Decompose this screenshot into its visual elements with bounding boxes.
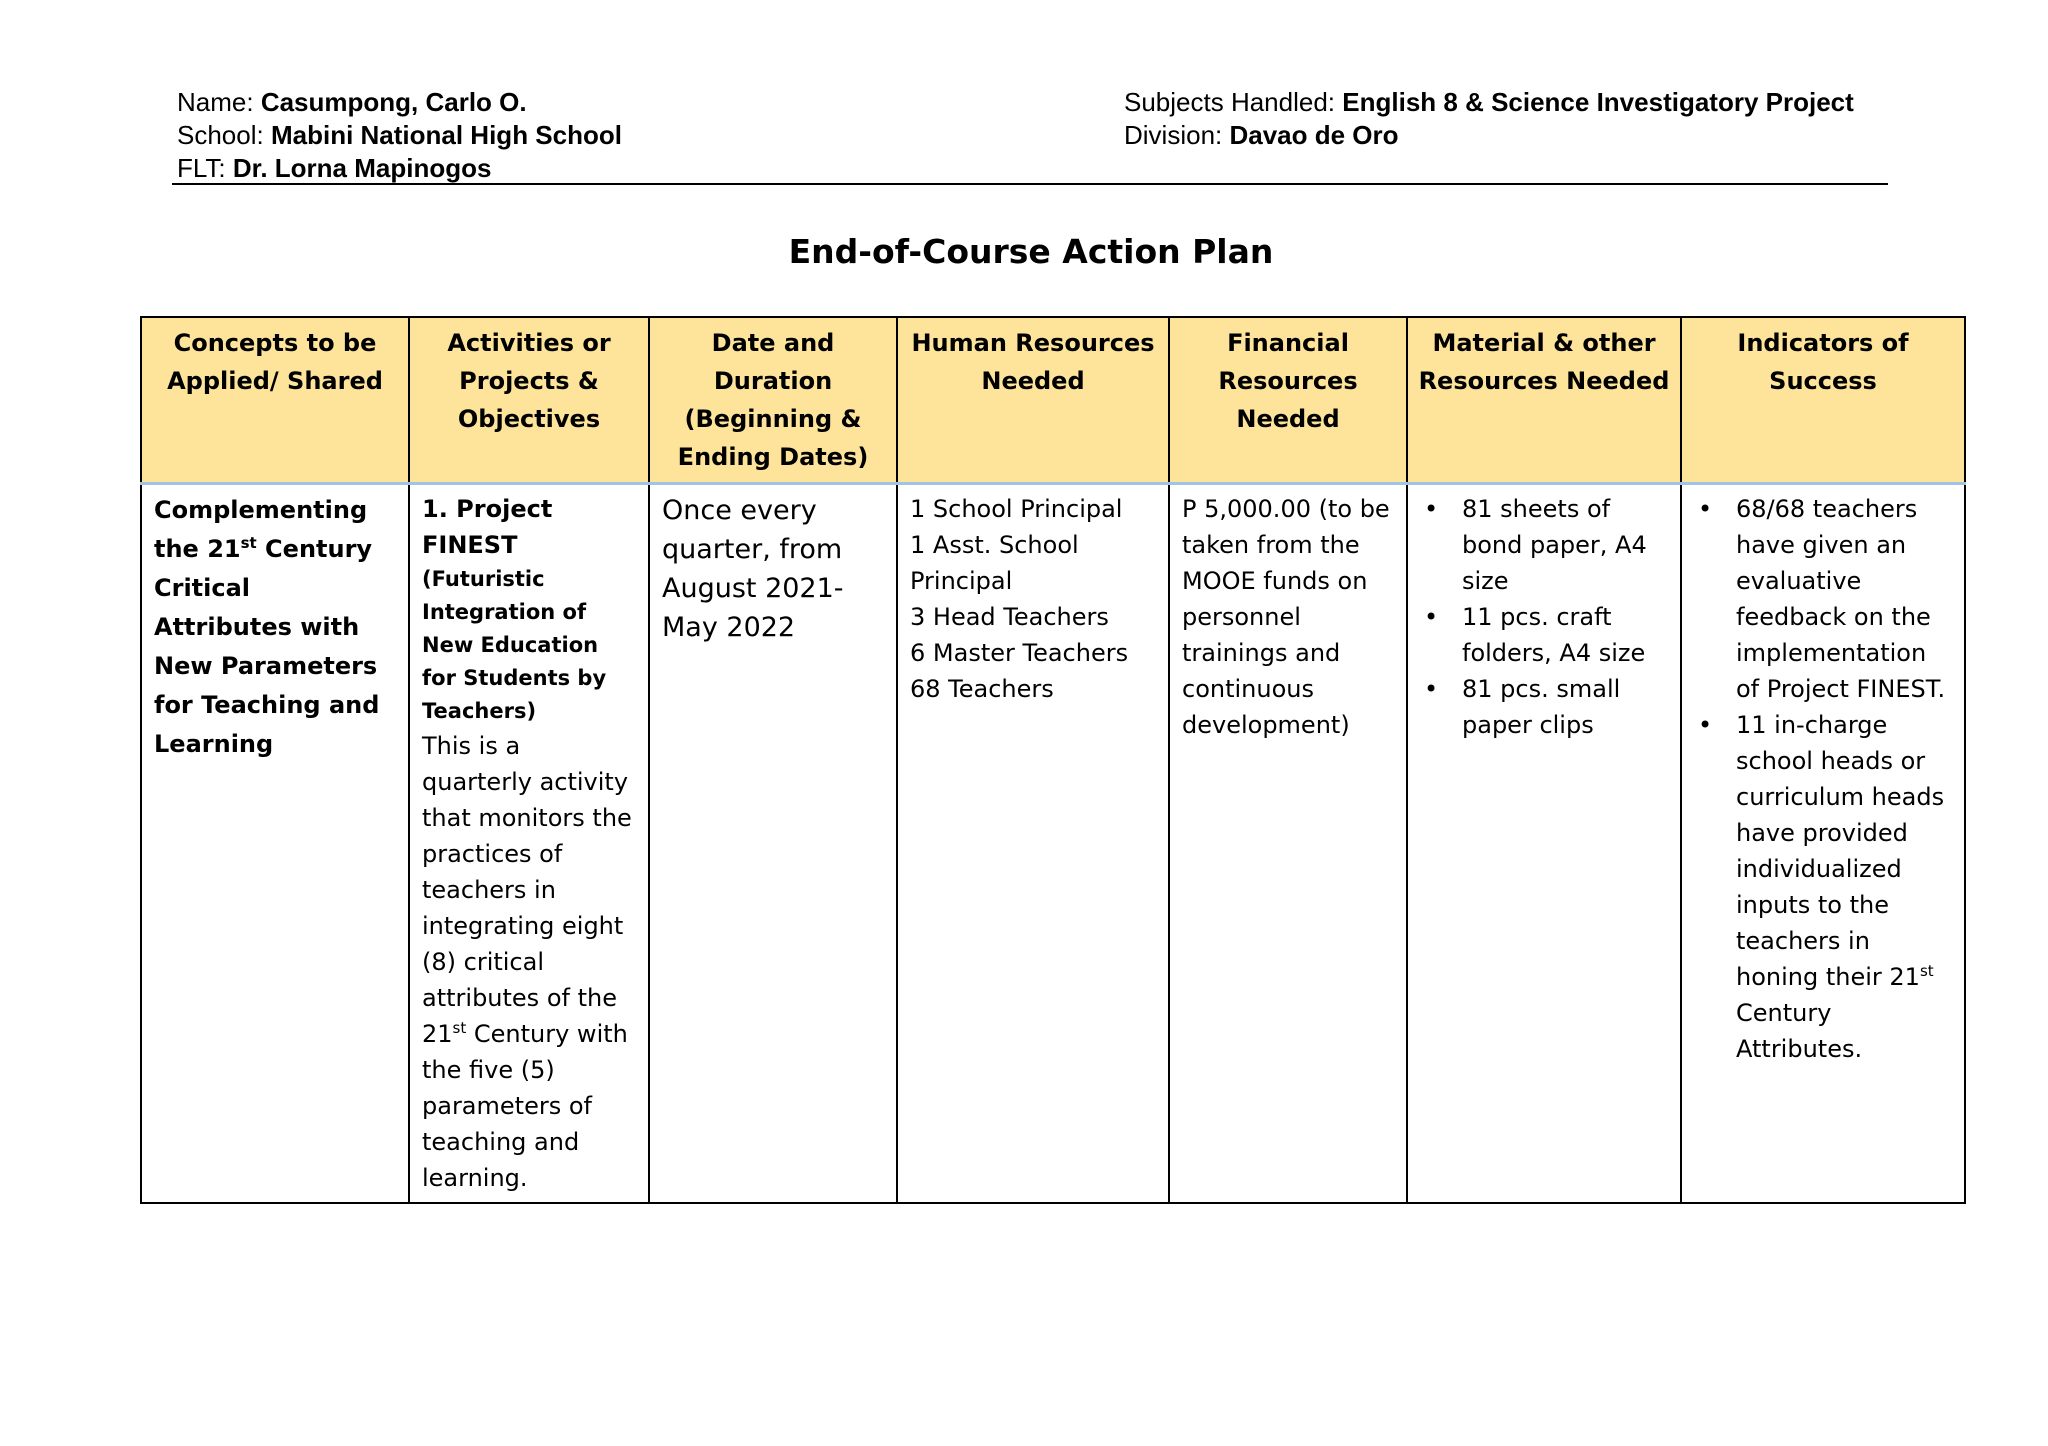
concept-sup: st: [240, 534, 257, 552]
indicator-item: • 68/68 teachers have given an evaluative feedback on the implementation of Project FINEST.: [1736, 491, 1952, 707]
header-financial: Financial Resources Needed: [1169, 317, 1407, 484]
date-cell: Once every quarter, from August 2021- May 2022: [649, 484, 897, 1204]
subjects-line: [1124, 86, 1854, 119]
activity-desc-text: This is a quarterly activity that monitors the practices of teachers in integrating eight (8) critical attributes of the 21: [422, 732, 632, 1048]
human-item: 6 Master Teachers: [910, 639, 1129, 667]
action-plan-table: [140, 316, 1966, 1204]
name-value: Casumpong, Carlo O.: [260, 87, 527, 117]
page-title: End-of-Course Action Plan: [788, 232, 1274, 271]
header-human-resources: Human Resources Needed: [897, 317, 1169, 484]
division-value: Davao de Oro: [1229, 120, 1399, 150]
activity-subtitle: (Futuristic Integration of New Education for Students by Teachers): [422, 567, 607, 723]
flt-label: FLT:: [177, 153, 226, 183]
name-line: [177, 86, 622, 119]
school-label: School:: [177, 120, 264, 150]
subjects-value: English 8 & Science Investigatory Project: [1342, 87, 1854, 117]
indicators-cell: [1681, 484, 1965, 1204]
header-right: [1124, 86, 1854, 152]
header-divider: [172, 183, 1888, 185]
indicator-2-text: 11 in-charge school heads or curriculum heads have provided individualized inputs to the teachers in honing their 21: [1736, 711, 1945, 991]
subjects-label: Subjects Handled:: [1124, 87, 1336, 117]
indicator-2-sup: st: [1919, 962, 1934, 980]
header-indicators: Indicators of Success: [1681, 317, 1965, 484]
table-header-row: [141, 317, 1965, 484]
financial-cell: P 5,000.00 (to be taken from the MOOE funds on personnel trainings and continuous development): [1169, 484, 1407, 1204]
indicator-item: [1736, 707, 1952, 1067]
activity-cell: [409, 484, 649, 1204]
concept-text-rest: Century Critical Attributes with New Parameters for Teaching and Learning: [154, 535, 380, 758]
header-left: [177, 86, 622, 185]
school-value: Mabini National High School: [270, 120, 622, 150]
materials-cell: [1407, 484, 1681, 1204]
activity-title: 1. Project FINEST: [422, 495, 553, 559]
human-resources-cell: [897, 484, 1169, 1204]
header-concepts: Concepts to be Applied/ Shared: [141, 317, 409, 484]
concept-text: Complementing the 21: [154, 496, 368, 563]
flt-value: Dr. Lorna Mapinogos: [232, 153, 492, 183]
indicators-list: [1694, 491, 1952, 1067]
materials-list: [1420, 491, 1668, 743]
activity-desc-rest: Century with the five (5) parameters of teaching and learning.: [422, 1020, 628, 1192]
division-line: [1124, 119, 1854, 152]
material-item: • 11 pcs. craft folders, A4 size: [1462, 599, 1668, 671]
activity-description: [422, 728, 636, 1196]
concept-cell: [141, 484, 409, 1204]
flt-line: [177, 152, 622, 185]
material-item: • 81 pcs. small paper clips: [1462, 671, 1668, 743]
human-item: 68 Teachers: [910, 675, 1054, 703]
division-label: Division:: [1124, 120, 1223, 150]
header-activities: Activities or Projects & Objectives: [409, 317, 649, 484]
table-row: [141, 484, 1965, 1204]
human-item: 1 School Principal: [910, 495, 1123, 523]
header-materials: Material & other Resources Needed: [1407, 317, 1681, 484]
material-item: • 81 sheets of bond paper, A4 size: [1462, 491, 1668, 599]
human-item: 1 Asst. School Principal: [910, 531, 1079, 595]
school-line: [177, 119, 622, 152]
human-item: 3 Head Teachers: [910, 603, 1109, 631]
name-label: Name:: [177, 87, 254, 117]
activity-desc-sup: st: [452, 1019, 467, 1037]
header-date: Date and Duration (Beginning & Ending Dates): [649, 317, 897, 484]
indicator-2-rest: Century Attributes.: [1736, 999, 1863, 1063]
